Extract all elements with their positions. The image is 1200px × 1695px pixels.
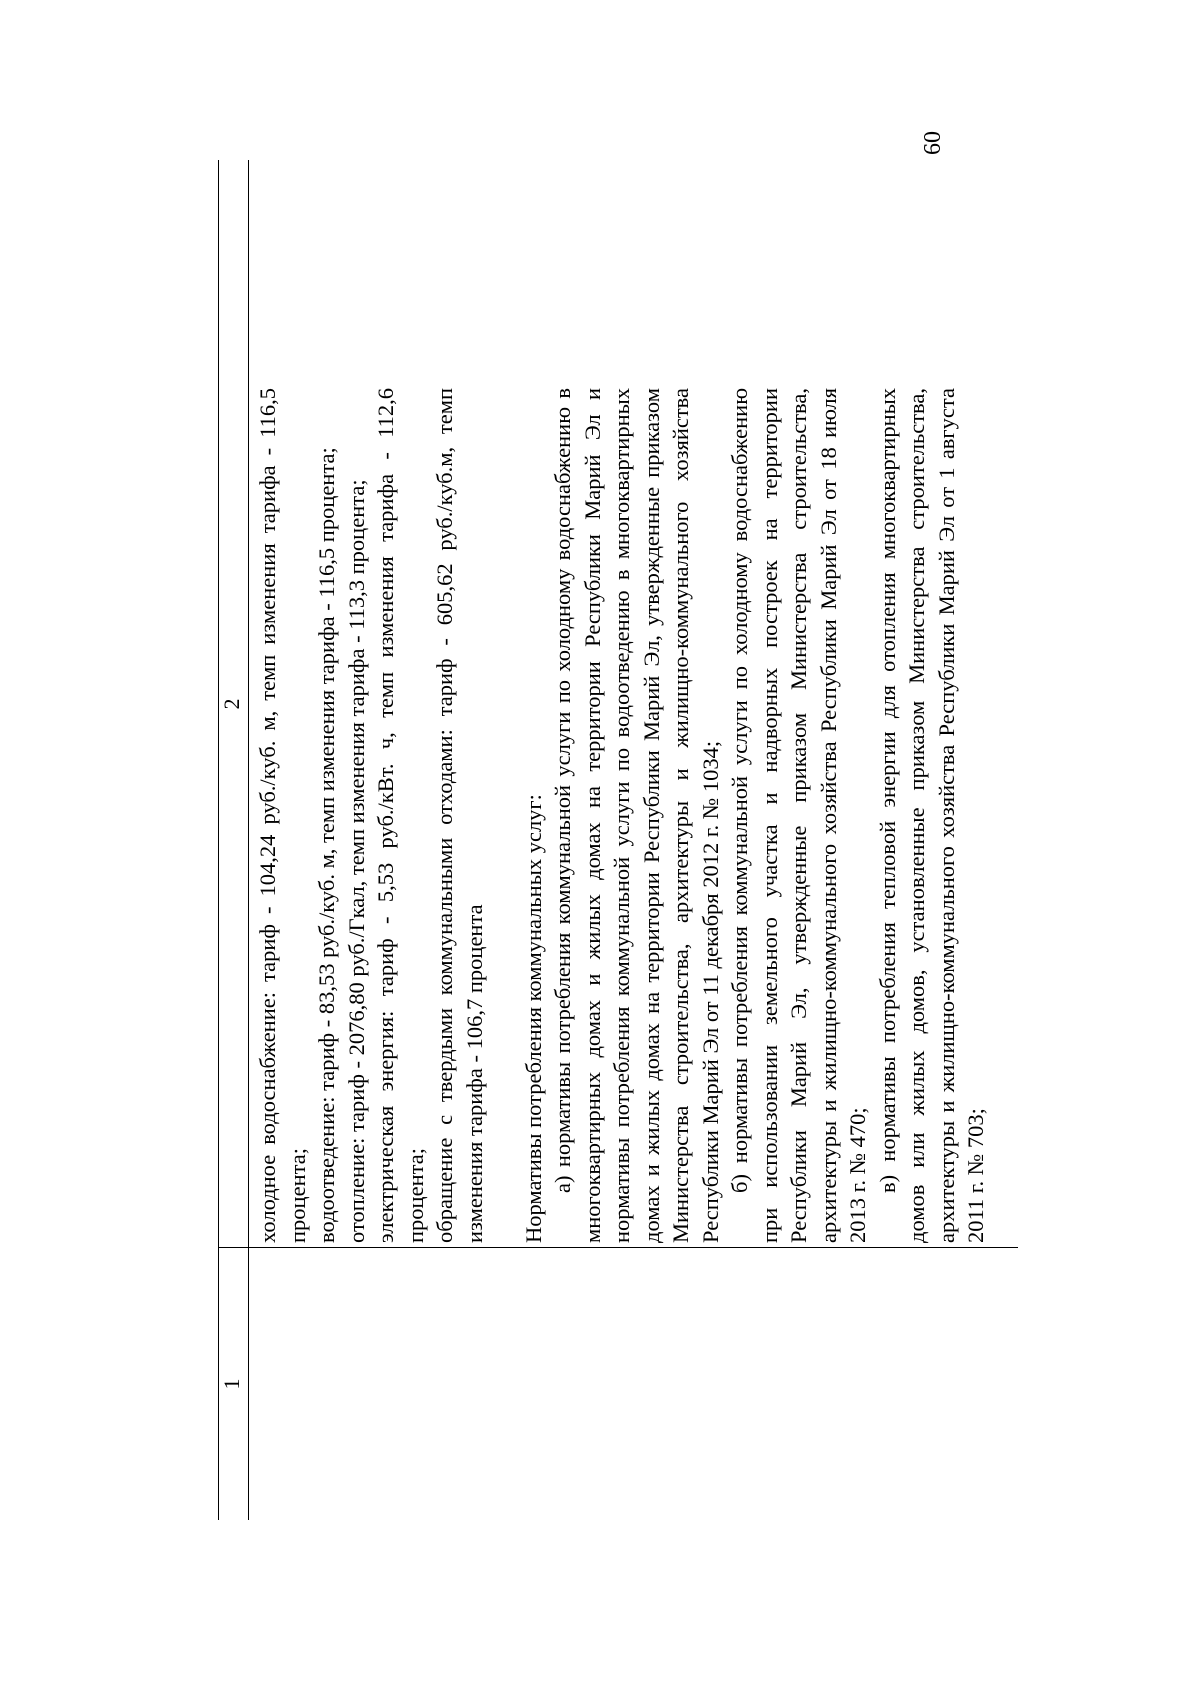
header-col2: 2 bbox=[219, 698, 244, 710]
header-bottom-border bbox=[248, 160, 249, 1520]
spacer bbox=[489, 388, 519, 1243]
page-number-wrap bbox=[920, 131, 947, 155]
tariff-electricity: электрическая энергия: тариф - 5,53 руб./кВт. ч, темп изменения тарифа - 112,6 процента; bbox=[373, 388, 428, 1243]
norm-item-b: б) нормативы потребления коммунальной услуги по холодному водоснабжению при использовании земельного участка и надворных построек на территории Республики Марий Эл, утвержденные приказом Министерства строительства, архитектуры и жилищно-коммунального хозяйства Республики Марий Эл от 18 июля 2013 г. № 470; bbox=[727, 388, 870, 1243]
norm-item-a: а) нормативы потребления коммунальной услуги по холодному водоснабжению в многоквартирных домах и жилых домах на территории Республики Марий Эл и нормативы потребления коммунальной услуги по водоотведению в многоквартирных домах и жилых домах на территории Республики Марий Эл, утвержденные приказом Министерства строительства, архитектуры и жилищно-коммунального хозяйства Республики Марий Эл от 11 декабря 2012 г. № 1034; bbox=[550, 388, 723, 1243]
tariff-wastewater: водоотведение: тариф - 83,53 руб./куб. м, темп изменения тарифа - 116,5 процента; bbox=[314, 447, 339, 1243]
tariff-heating: отопление: тариф - 2076,80 руб./Гкал, темп изменения тарифа - 113,3 процента; bbox=[343, 479, 369, 1243]
tariff-cold-water: холодное водоснабжение: тариф - 104,24 руб./куб. м, темп изменения тарифа - 116,5 процента; bbox=[255, 388, 310, 1243]
norms-heading: Нормативы потребления коммунальных услуг: bbox=[520, 794, 546, 1243]
column2-content bbox=[253, 388, 991, 1243]
norm-item-c: в) нормативы потребления тепловой энергии для отопления многоквартирных домов или жилых домов, установленные приказом Министерства строительства, архитектуры и жилищно-коммунального хозяйства Республики Марий Эл от 1 августа 2011 г. № 703; bbox=[874, 388, 988, 1243]
page-number: 60 bbox=[920, 131, 946, 155]
tariff-solid-waste: обращение с твердыми коммунальными отходами: тариф - 605,62 руб./куб.м, темп изменения тарифа - 106,7 процента bbox=[432, 388, 487, 1243]
rotated-table bbox=[218, 160, 1018, 1520]
header-col1: 1 bbox=[219, 1378, 244, 1390]
column-divider bbox=[218, 1247, 1018, 1248]
